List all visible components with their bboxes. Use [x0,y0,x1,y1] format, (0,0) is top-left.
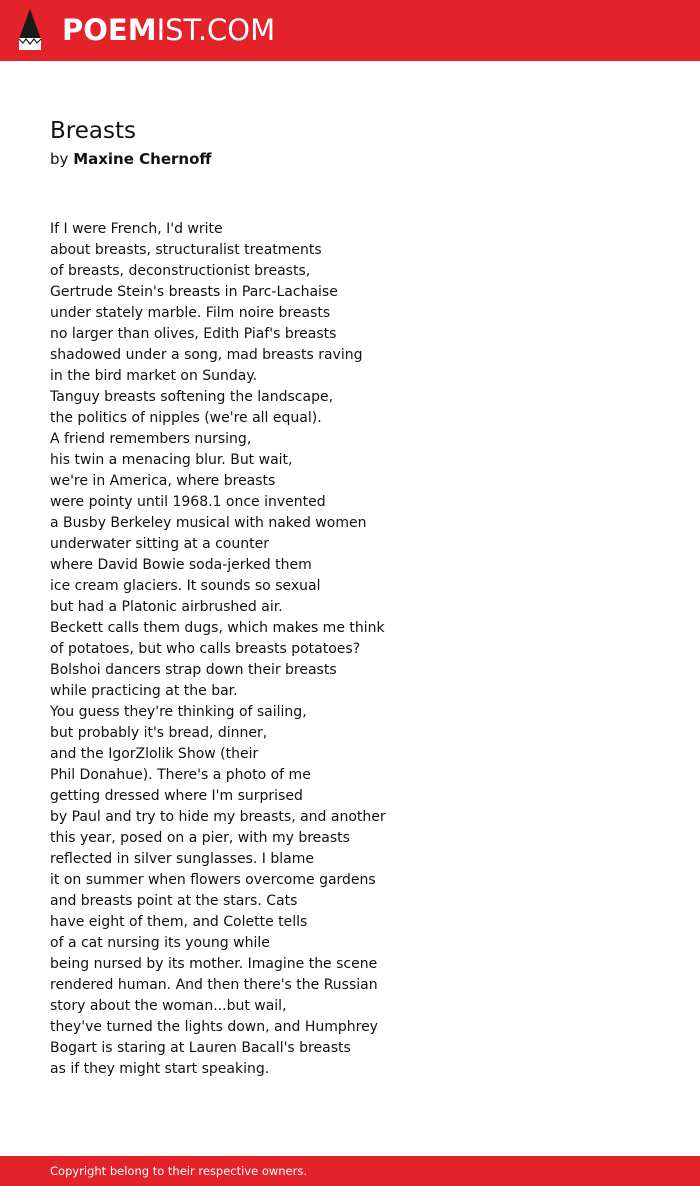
poem-line: Gertrude Stein's breasts in Parc-Lachaise [50,284,338,300]
poem-line: story about the woman...but wail, [50,998,287,1014]
poem-line: rendered human. And then there's the Russian [50,977,378,993]
poem-line: the politics of nipples (we're all equal). [50,410,322,426]
site-header [0,0,700,61]
poem-line: were pointy until 1968.1 once invented [50,494,326,510]
poem-line: of a cat nursing its young while [50,935,270,951]
poem-line: Bolshoi dancers strap down their breasts [50,662,337,678]
poem-line: reflected in silver sunglasses. I blame [50,851,314,867]
poem-line: of potatoes, but who calls breasts potatoes? [50,641,361,657]
poem-line: You guess they're thinking of sailing, [50,704,307,720]
logo-bold-text: POEM [62,13,157,47]
poem-line: by Paul and try to hide my breasts, and another [50,809,386,825]
poem-line: Bogart is staring at Lauren Bacall's breasts [50,1040,351,1056]
poem-line: it on summer when flowers overcome gardens [50,872,376,888]
site-footer [0,1156,700,1186]
poem-line: ice cream glaciers. It sounds so sexual [50,578,321,594]
poem-line: and the IgorZlolik Show (their [50,746,259,762]
poem-body [50,219,386,1080]
poem-line: Beckett calls them dugs, which makes me think [50,620,385,636]
poem-line: but had a Platonic airbrushed air. [50,599,283,615]
poem-line: shadowed under a song, mad breasts raving [50,347,363,363]
poem-line: have eight of them, and Colette tells [50,914,308,930]
poem-line: Tanguy breasts softening the landscape, [50,389,334,405]
poem-line: his twin a menacing blur. But wait, [50,452,293,468]
poem-line: underwater sitting at a counter [50,536,270,552]
poem-line: as if they might start speaking. [50,1061,270,1077]
poem-line: about breasts, structuralist treatments [50,242,322,258]
poem-line: If I were French, I'd write [50,221,223,237]
poem-line: in the bird market on Sunday. [50,368,258,384]
poem-line: they've turned the lights down, and Humphrey [50,1019,378,1035]
poem-line: where David Bowie soda-jerked them [50,557,312,573]
byline [50,149,212,169]
poem-line: we're in America, where breasts [50,473,276,489]
poem-line: A friend remembers nursing, [50,431,252,447]
copyright-text: Copyright belong to their respective owners. [50,1164,308,1178]
site-logo-link[interactable] [62,12,275,48]
poem-line: of breasts, deconstructionist breasts, [50,263,311,279]
poem-line: a Busby Berkeley musical with naked women [50,515,367,531]
poem-line: being nursed by its mother. Imagine the scene [50,956,378,972]
poem-line: no larger than olives, Edith Piaf's breasts [50,326,337,342]
pencil-icon[interactable] [18,9,42,51]
poem-line: Phil Donahue). There's a photo of me [50,767,311,783]
poem-line: under stately marble. Film noire breasts [50,305,331,321]
poem-line: this year, posed on a pier, with my breasts [50,830,350,846]
author-name: Maxine Chernoff [73,150,212,168]
poem-line: but probably it's bread, dinner, [50,725,268,741]
logo-light-text: IST.COM [156,13,276,47]
poem-line: getting dressed where I'm surprised [50,788,303,804]
poem-title: Breasts [50,118,136,144]
by-label: by [50,150,69,168]
poem-line: while practicing at the bar. [50,683,238,699]
poem-line: and breasts point at the stars. Cats [50,893,298,909]
